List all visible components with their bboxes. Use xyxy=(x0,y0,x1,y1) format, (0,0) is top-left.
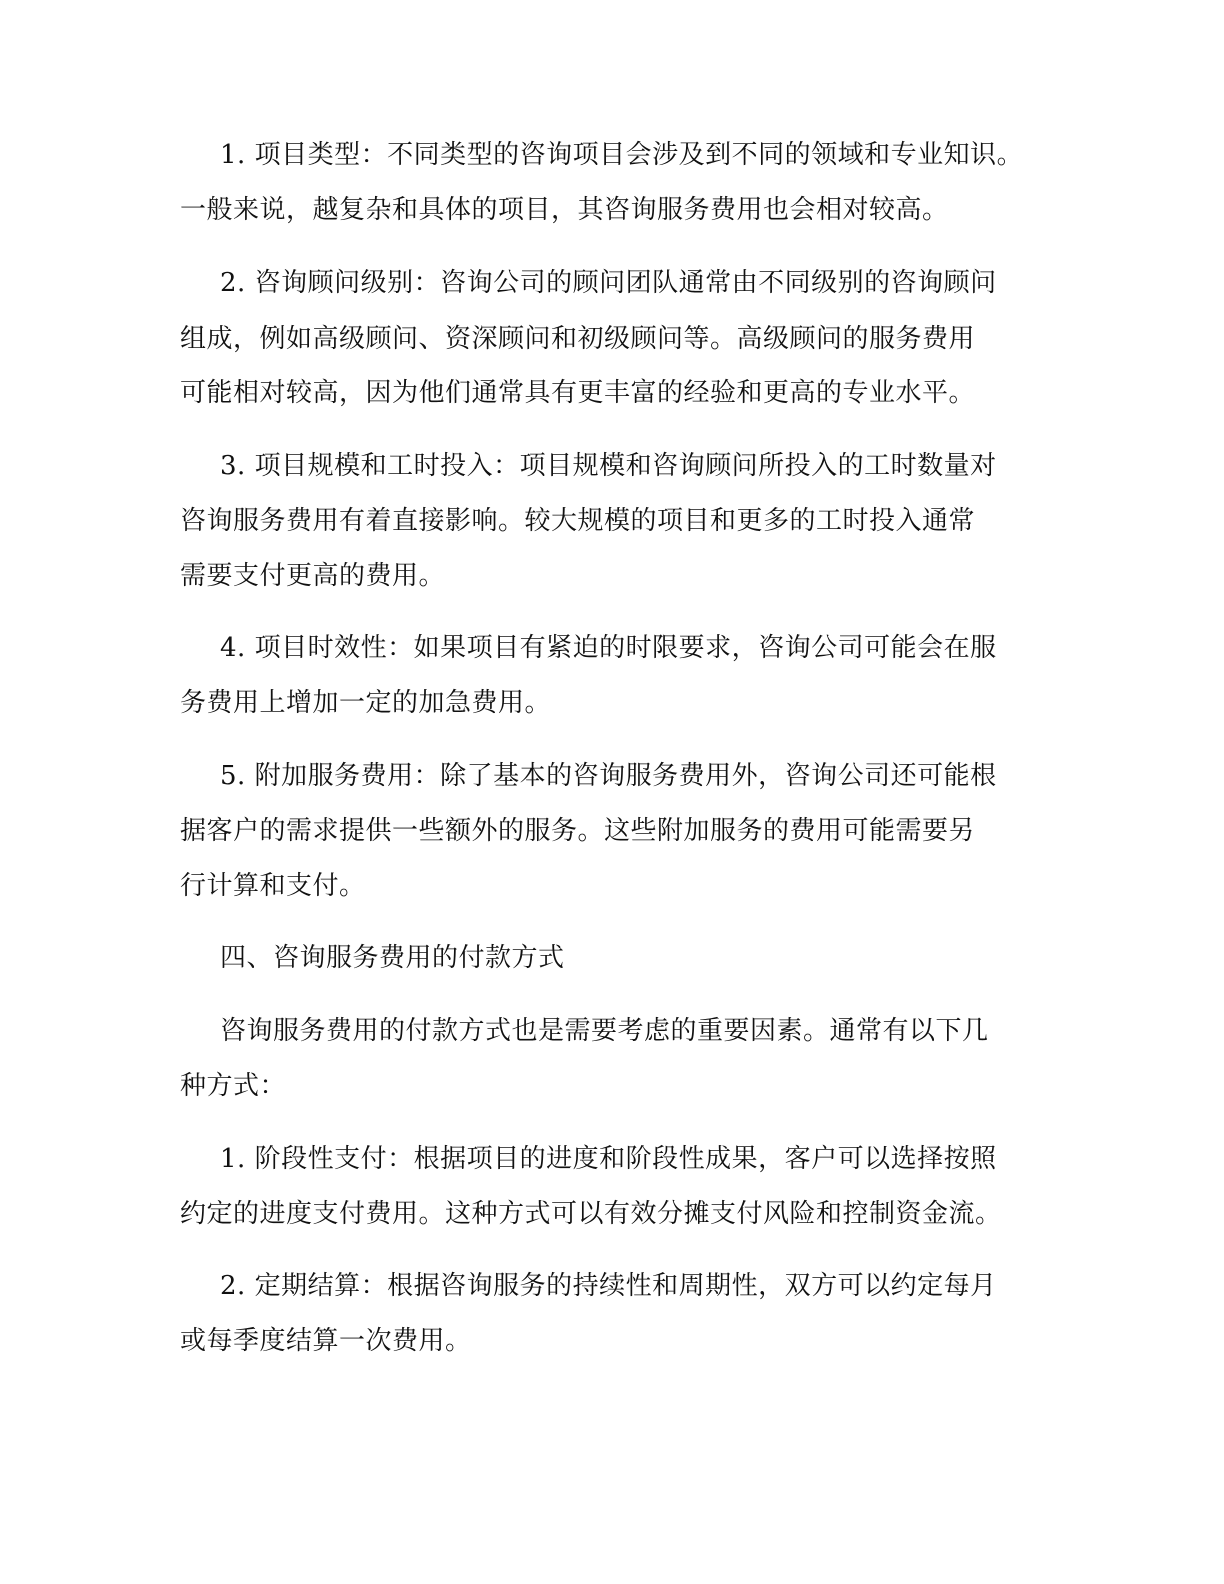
paragraph-1-line-2: 一般来说，越复杂和具体的项目，其咨询服务费用也会相对较高。 xyxy=(180,195,949,225)
paragraph-2-line-3: 可能相对较高，因为他们通常具有更丰富的经验和更高的专业水平。 xyxy=(180,378,976,408)
paragraph-5-line-2: 据客户的需求提供一些额外的服务。这些附加服务的费用可能需要另 xyxy=(180,816,976,846)
paragraph-3-line-2: 咨询服务费用有着直接影响。较大规模的项目和更多的工时投入通常 xyxy=(180,506,976,536)
paragraph-3-line-1: 3. 项目规模和工时投入：项目规模和咨询顾问所投入的工时数量对 xyxy=(220,451,997,481)
paragraph-8-line-1: 1. 阶段性支付：根据项目的进度和阶段性成果，客户可以选择按照 xyxy=(220,1144,997,1174)
paragraph-5-line-1: 5. 附加服务费用：除了基本的咨询服务费用外，咨询公司还可能根 xyxy=(220,761,997,791)
paragraph-4-line-1: 4. 项目时效性：如果项目有紧迫的时限要求，咨询公司可能会在服 xyxy=(220,633,997,663)
paragraph-1-line-1: 1. 项目类型：不同类型的咨询项目会涉及到不同的领域和专业知识。 xyxy=(220,140,1024,170)
paragraph-7-line-1: 咨询服务费用的付款方式也是需要考虑的重要因素。通常有以下几 xyxy=(220,1016,989,1046)
paragraph-3-line-3: 需要支付更高的费用。 xyxy=(180,561,446,591)
paragraph-7-line-2: 种方式： xyxy=(180,1071,287,1101)
paragraph-9-line-2: 或每季度结算一次费用。 xyxy=(180,1326,472,1356)
paragraph-4-line-2: 务费用上增加一定的加急费用。 xyxy=(180,688,552,718)
section-heading: 四、咨询服务费用的付款方式 xyxy=(220,943,565,973)
paragraph-8-line-2: 约定的进度支付费用。这种方式可以有效分摊支付风险和控制资金流。 xyxy=(180,1199,1002,1229)
paragraph-2-line-1: 2. 咨询顾问级别：咨询公司的顾问团队通常由不同级别的咨询顾问 xyxy=(220,268,997,298)
paragraph-9-line-1: 2. 定期结算：根据咨询服务的持续性和周期性，双方可以约定每月 xyxy=(220,1271,997,1301)
paragraph-2-line-2: 组成，例如高级顾问、资深顾问和初级顾问等。高级顾问的服务费用 xyxy=(180,324,976,354)
paragraph-5-line-3: 行计算和支付。 xyxy=(180,871,366,901)
